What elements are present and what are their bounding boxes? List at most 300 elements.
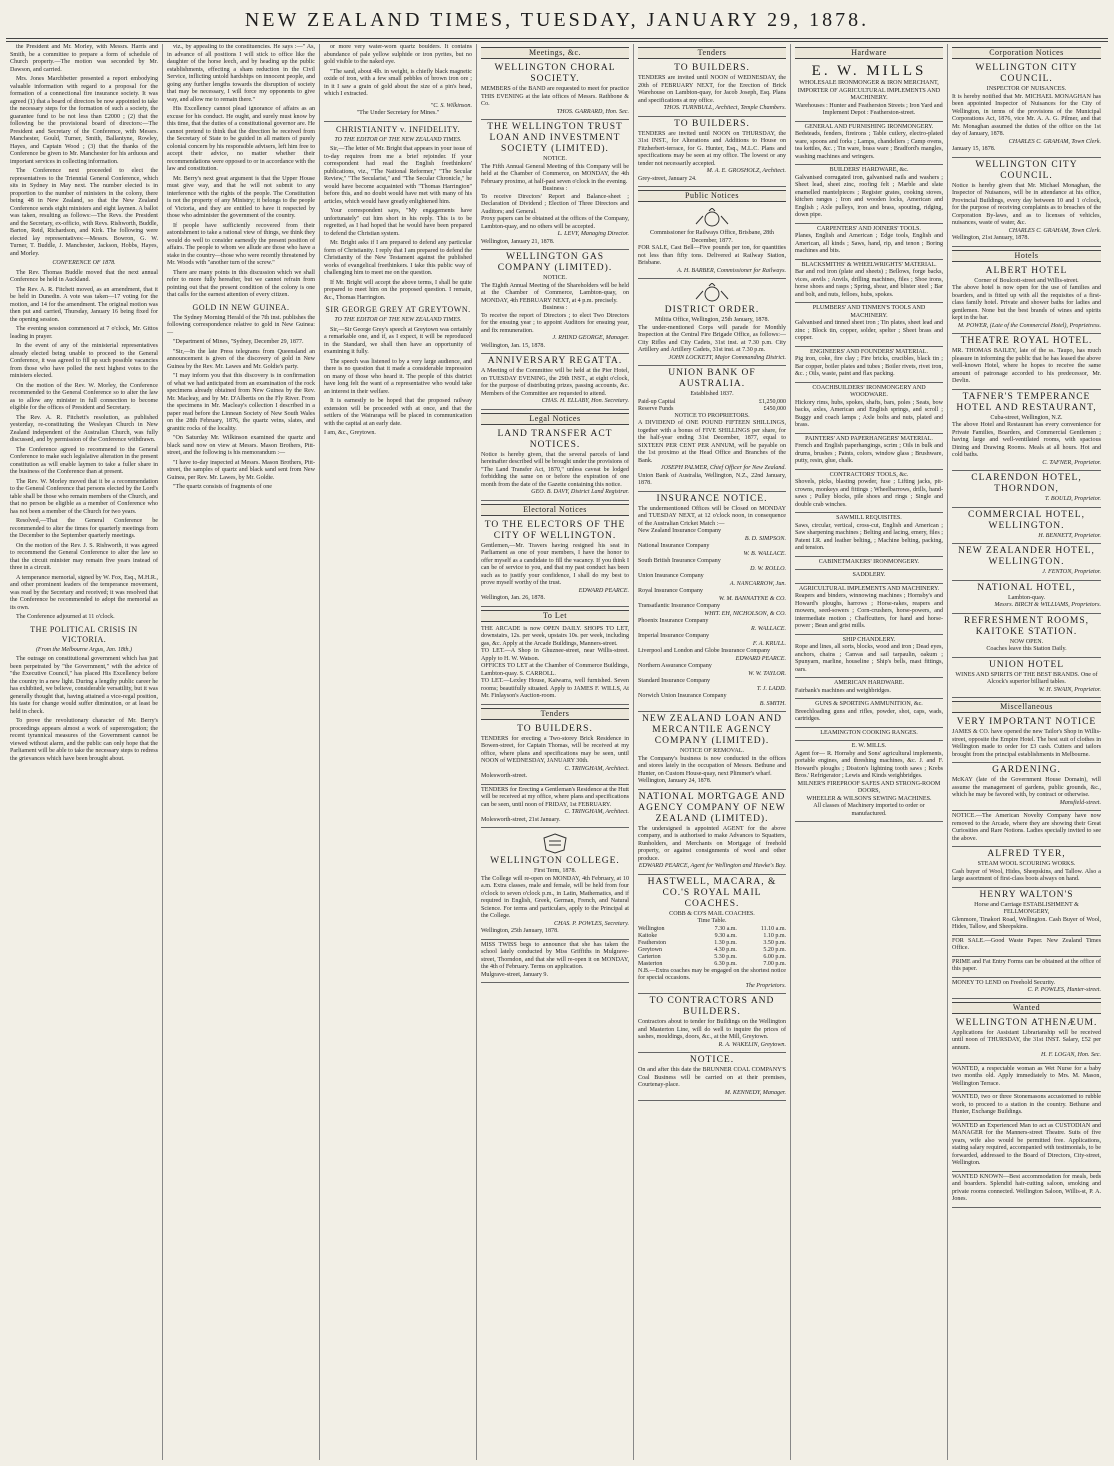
hardware-section: [795, 347, 943, 383]
list-item: Liverpool and London and Globe Insurance Company: [638, 648, 770, 654]
article-paragraph: The speech was listened to by a very large audience, and there is no question that it made a considerable impression on many of those who heard it. The people of this district have long felt the want of a representative who would take an interest in their welfare.: [324, 358, 472, 395]
ad-title: NEW ZEALAND LOAN AND MERCANTILE AGENCY COMPANY (LIMITED).: [642, 714, 782, 746]
ad-date: Wellington, January 21, 1878.: [481, 238, 555, 245]
ad-signature: The Proprietors.: [745, 982, 786, 989]
article-paragraph: If people have sufficiently recovered from their astonishment to take a rational view of things, we think they would do well to consider earnestly the present position of affairs. The people to whom we allude are those who have a stake in the country—those who were recently threatened by Mr. Woods with "another turn of the screw.": [167, 222, 315, 266]
table-row: [638, 926, 786, 933]
ad-title: THE WELLINGTON TRUST LOAN AND INVESTMENT SOCIETY (LIMITED).: [487, 122, 623, 154]
table-cell: 11.10 a.m.: [760, 925, 786, 932]
ad-title: ALFRED TYER,: [987, 849, 1066, 859]
article-paragraph: The Rev. A. R. Fitchett's resolution, as published yesterday, re-constituting the Wesleyan Church in New Zealand independent of the Australian Church, was fully discussed, and by permission of the Conference withdrawn.: [10, 414, 158, 443]
ad-body: TO LET.—Lexley House, Kaiwarra, well furnished. Seven rooms; beautifully situated. Apply to JAMES F. WILLS, At Mr. Finlayson's Auction-room.: [481, 678, 629, 699]
advertisement: [952, 888, 1101, 936]
hardware-section: [795, 224, 943, 260]
ad-body: TO LET.—A Shop in Ghuznee-street, near Willis-street. Apply to H. W. Watson.: [481, 648, 629, 662]
ad-signature: A. H. BARBER, Commissioner for Railways.: [677, 267, 786, 274]
ad-signature: J. FENTON, Proprietor.: [1042, 569, 1101, 575]
ad-subtitle: MILNER'S FIREPROOF SAFES AND STRONG-ROOM DOORS,: [797, 780, 941, 794]
ad-notice-label: NOTICE.: [543, 156, 567, 162]
ad-title: WELLINGTON CITY COUNCIL.: [975, 63, 1078, 84]
advertisement: [952, 847, 1101, 888]
table-cell: Carterton: [638, 953, 661, 960]
ad-signature: EDWARD PEARCE.: [578, 587, 629, 594]
ad-signature: C. TRINGHAM, Architect.: [564, 765, 629, 772]
hardware-section-body: Breechloading guns and rifles, powder, shot, caps, wads, cartridges.: [795, 708, 943, 722]
list-item: Norwich Union Insurance Company: [638, 693, 727, 699]
ad-subtitle: INSPECTOR OF NUISANCES.: [986, 86, 1067, 92]
hardware-section-body: Pig iron, coke, fire clay ; Fire bricks, crucibles, black tin ; Bar copper, boiler plates and tubes ; Boiler rivets, rivet iron, &c. ; Oils, waste, paint and flax packing.: [795, 356, 943, 377]
royal-arms-icon: [692, 283, 732, 303]
advertisement: [638, 875, 786, 995]
ad-signature: M. A. E. GROSHOLZ, Architect.: [706, 168, 786, 174]
ad-signature: J. RHIND GEORGE, Manager.: [552, 335, 629, 341]
advertisement: [952, 957, 1101, 978]
advertisement: [952, 581, 1101, 614]
ad-signature: JOHN LOCKETT, Major Commanding District.: [668, 354, 786, 361]
ad-body: The under-mentioned Corps will parade for Monthly Inspection at the Central Fire Brigade Office, as follows:— City Rifles and City Cadets, 31st inst. at 7.30 p.m. City Artillery and Artillery Cadets, 31st inst. at 7.30 p.m.: [638, 324, 786, 353]
coach-timetable: [638, 926, 786, 968]
advertisement: [638, 366, 786, 492]
ad-subtitle: Horse and Carriage ESTABLISHMENT & FELLMONGERY,: [974, 901, 1079, 915]
ad-body: NOTICE.—The American Novelty Company have now removed to the Arcade, where they are showing their Great Curiosities and Rare Notions. Ladies specially invited to see the above.: [952, 813, 1101, 842]
masthead: [0, 0, 1114, 40]
advertisement: [952, 715, 1101, 763]
ad-signature: W. H. SWAIN, Proprietor.: [1038, 686, 1101, 693]
table-cell: 5.20 p.m.: [763, 946, 786, 953]
hardware-section: [795, 434, 943, 470]
newspaper-columns: [6, 44, 1108, 1460]
ad-body: WANTED KNOWN—Best accommodation for meals, beds and boarders. Splendid hair-cutting saloon, smoking and private rooms connected. Wellington Saloon, Willis-st, P. A. Jones.: [952, 1173, 1101, 1202]
table-cell: Featherston: [638, 939, 666, 946]
ad-heading: Commissioner for Railways Office, Brisbane, 28th December, 1877.: [650, 230, 774, 244]
table-cell: Kaitoke: [638, 932, 657, 939]
article-paragraph: "I have to-day inspected at Messrs. Mason Brothers, Pitt-street, the samples of quartz and black sand sent from New Guinea, per Rev. Mr. Lawes, by Mr. Goldie.: [167, 459, 315, 481]
ad-body: The College will re-open on MONDAY, 4th February, at 10 a.m. Extra classes, male and female, will be held from four o'clock to seven o'clock p.m., in Latin, Mathematics, and if required in English, Greek, German, French, and Natural Science. For terms and particulars, apply to the Principal at the College.: [481, 875, 629, 919]
article-paragraph: Resolved,—That the General Conference be recommended to alter the times for quarterly meetings from the December to the September quarterly meetings.: [10, 518, 158, 539]
ad-business-label: Business :: [542, 305, 568, 311]
advertisement: [952, 471, 1101, 508]
advertisement: [952, 158, 1101, 247]
list-item: Imperial Insurance Company: [638, 633, 710, 639]
ad-title: NATIONAL HOTEL,: [977, 582, 1076, 593]
article-paragraph: "The sand, about 4lb. in weight, is chiefly black magnetic oxide of iron, with a few small pebbles of brown iron ore ; in it I saw a grain of gold about the size of a pin's head, which I extracted.: [324, 68, 472, 97]
ad-title: COMMERCIAL HOTEL, WELLINGTON.: [968, 509, 1085, 531]
advertisement: [952, 811, 1101, 847]
table-cell: 7.30 a.m.: [714, 925, 737, 932]
ad-signature: CHARLES C. GRAHAM, Town Clerk.: [1008, 138, 1101, 145]
hardware-section: [795, 165, 943, 224]
signature: "C. S. Wilkinson.: [430, 102, 472, 109]
article-paragraph: Sir,—The letter of Mr. Bright that appears in your issue of to-day requires from me a brief rejoinder. If your correspondent had read the English freethinkers' publications, viz., "The National Reformer," "The Secular Review," "The Secularist," and "The Secular Chronicle," he would have become acquainted with "Thomas Harrington" before this, and no doubt would have met with many of his articles, which would have greatly enlightened him.: [324, 146, 472, 205]
advertisement: [952, 1016, 1101, 1064]
ad-date: Grey-street, January 24.: [638, 175, 697, 182]
hardware-section: [795, 383, 943, 434]
hardware-section: [795, 699, 943, 728]
ad-signature: GEO. B. DAVY, District Land Registrar.: [531, 489, 629, 495]
article-paragraph: There are many points in this discussion which we shall refer to more fully hereafter, but we cannot refrain from pointing out that the present condition of the colony is one that calls for the earnest attention of every citizen.: [167, 269, 315, 298]
advertisement: [638, 790, 786, 875]
ad-body: The above hotel is now open for the use of families and boarders, and is fitted up with all the requisites of a first-class family hotel. Private and shower baths for ladies and gentlemen. None but the best brands of wines and spirits kept in the bar.: [952, 285, 1101, 321]
ad-date: Wellington, Jan. 26, 1878.: [481, 595, 545, 601]
hardware-sections: [795, 122, 943, 742]
masthead-title: NEW ZEALAND TIMES, TUESDAY, JANUARY 29, 1878.: [244, 9, 870, 31]
article-paragraph: On the motion of the Rev. W. Morley, the Conference recommended to the General Conference so to alter the law as to allow any minister in full connection to become eligible for the offices of President and Secretary.: [10, 382, 158, 411]
ad-subtitle: NOW OPEN.: [1009, 638, 1044, 645]
royal-arms-icon: [692, 208, 732, 228]
article-paragraph: If Mr. Bright will accept the above terms, I shall be quite prepared to meet him on the proposed question. I remain, &c., Thomas Harrington.: [324, 279, 472, 301]
column-2: [163, 44, 320, 1460]
list-item: South British Insurance Company: [638, 558, 721, 564]
advertisement: [952, 1064, 1101, 1093]
ad-title: CLARENDON HOTEL, THORNDON,: [971, 473, 1082, 494]
article-source: (From the Melbourne Argus, Jan. 18th.): [35, 646, 133, 653]
table-row: [638, 947, 786, 954]
timetable-heading: Time Table.: [697, 918, 727, 924]
advertisement: [952, 264, 1101, 335]
ad-body: It is hereby notified that Mr. MICHAEL MONAGHAN has been appointed Inspector of Nuisances for the City of Wellington, in terms of the provisions of the Municipal Corporations Act, 1876, vice Mr. A. A. G. Pilmer, and that Mr. Monaghan assumed the duties of the office on the 1st day of January, 1878.: [952, 93, 1101, 137]
article-paragraph: It is earnestly to be hoped that the proposed railway extension will be proceeded with at once, and that the settlers of the Wairarapa will be placed in communication with the capital at an early date.: [324, 398, 472, 427]
article-paragraph: Sir,—Sir George Grey's speech at Greytown was certainly a remarkable one, and if, as I expect, it will be reproduced in the Standard, we shall then have an opportunity of examining it fully.: [324, 326, 472, 355]
ad-body: WANTED, two or three Stonemasons accustomed to rubble work, to proceed to a station in the country. Bethune and Hunter, Exchange Buildings.: [952, 1094, 1101, 1115]
advertisement: [638, 1053, 786, 1101]
advertisement: [638, 117, 786, 188]
signature-title: "The Under Secretary for Mines.": [356, 110, 440, 116]
ad-title: TAFNER'S TEMPERANCE HOTEL AND RESTAURANT,: [956, 391, 1097, 413]
hardware-section-title: BUILDERS' HARDWARE, &c.: [829, 167, 909, 173]
ad-term: First Term, 1878.: [533, 868, 577, 874]
article-paragraph: The Rev. A. R. Fitchett moved, as an amendment, that it be held in Dunedin. A vote was taken—17 voting for the motion, and 14 for the amendment. The original motion was then put and carried, Thursday, January 16 being fixed for the opening session.: [10, 286, 158, 323]
article-paragraph: "I may inform you that this discovery is in confirmation of what we had anticipated from an examination of the rock specimens already obtained from New Guinea by the Rev. Mr. Macleay, and by Mr. D'Albertis on the Fly River. From the specimens in Mr. Macleay's collection I described in a paper read before the Linnean Society of New South Wales on the 28th February, 1876, the quartz veins, slates, and granitic rocks of the locality.: [167, 373, 315, 432]
ad-title: TO BUILDERS.: [674, 63, 750, 73]
advertisement: [638, 994, 786, 1053]
hardware-section-title: CONTRACTORS' TOOLS, &c.: [829, 471, 909, 478]
table-cell: Paid-up Capital: [638, 398, 676, 405]
article-paragraph: or more very water-worn quartz boulders. It contains abundance of pale yellow sulphide or iron pyrites, but no gold visible to the naked eye.: [324, 44, 472, 65]
ad-title: REFRESHMENT ROOMS, KAITOKE STATION.: [964, 615, 1089, 637]
advertisement: [481, 828, 629, 940]
hardware-section: [795, 513, 943, 557]
ad-title: ALBERT HOTEL: [985, 265, 1068, 276]
advertisement: [952, 1092, 1101, 1121]
ad-title: INSURANCE NOTICE.: [656, 493, 768, 504]
advertisement: [952, 61, 1101, 158]
advertisement: [952, 763, 1101, 811]
ad-body: Applications for Assistant Librarianship will be received until noon of THURSDAY, the 31st INST. Salary, £52 per annum.: [952, 1029, 1101, 1051]
ad-title: NOTICE.: [689, 1055, 735, 1065]
hardware-section-title: SADDLERY.: [852, 572, 886, 578]
list-item-signature: WHIT. EH, NICHOLSON, & CO.: [704, 610, 786, 617]
list-item: National Insurance Company: [638, 543, 710, 549]
ad-body: OFFICES TO LET at the Chamber of Commerce Buildings, Lambton-quay. S. CARROLL.: [481, 663, 629, 677]
ad-items: To receive the report of Directors ; to elect Two Directors for the ensuing year ; to appoint Auditors for ensuing year, and fix remuneration.: [481, 312, 629, 334]
ad-subtitle: WHOLESALE IRONMONGER & IRON MERCHANT,: [799, 80, 939, 86]
ad-title: TO CONTRACTORS AND BUILDERS.: [649, 996, 775, 1017]
hardware-section: [795, 635, 943, 679]
ad-body: The undersigned is appointed AGENT for the above company, and is authorised to make Advances to Squatters, Runholders, and Merchants on Mortgage of freehold property, or against consignments of wool and other produce.: [638, 825, 786, 862]
list-item-signature: T. J. LADD.: [756, 685, 786, 692]
hardware-section: [795, 570, 943, 584]
list-item-signature: W. W. TAYLOR.: [748, 670, 786, 677]
ad-signature: JOSEPH PALMER, Chief Officer for New Zealand.: [660, 465, 786, 471]
ad-business-label: Business :: [542, 186, 568, 192]
ad-body: WANTED an Experienced Man to act as CUSTODIAN and MANAGER for the Manners-street Theatre. Suits of five years, wife also would be permitted free. Applications, stating salary required, accompanied with testimonials, to be forwarded, addressed to the Board of Directors, City-street, Wellington.: [952, 1122, 1101, 1166]
ad-title: TO THE ELECTORS OF THE CITY OF WELLINGTON.: [484, 519, 626, 541]
ad-body: Gentlemen,—Mr. Travers having resigned his seat in Parliament as one of your members, I have the honor to offer myself as a candidate to fill the vacancy. If you think I can be of service to you, and that my past conduct has been such as to justify your confidence, I shall do my best to prove myself worthy of the trust.: [481, 542, 629, 586]
advertisement: [481, 940, 629, 984]
article-paragraph: The Conference agreed to recommend to the General Conference to make such legislative alteration in the present constitution as will enable laymen to take a fuller share in the business of the Conference than at present.: [10, 446, 158, 475]
hardware-section-title: CARPENTERS' AND JOINERS' TOOLS.: [817, 225, 921, 232]
ad-body: Contractors about to tender for Buildings on the Wellington and Masterton Line, will do well to inquire the prices of sashes, mouldings, doors, &c., at the Mill, Greytown.: [638, 1019, 786, 1040]
ad-title: UNION BANK OF AUSTRALIA.: [668, 368, 756, 389]
ad-footer: All classes of Machinery imported to order or manufactured.: [813, 803, 925, 817]
ad-title: THEATRE ROYAL HOTEL.: [960, 336, 1093, 346]
ad-signature: M. POWER, (Late of the Commercial Hotel), Proprietress.: [957, 322, 1101, 329]
ad-subtitle: STEAM WOOL SCOURING WORKS.: [977, 861, 1076, 867]
section-heading: Corporation Notices: [952, 47, 1101, 59]
list-item: Northern Assurance Company: [638, 663, 712, 669]
section-heading: Hardware: [795, 47, 943, 59]
hardware-section-body: Rope and lines, all sorts, blocks, wood and iron ; Dead eyes, anchors, chains ; Canvas and sail tarpaulin, oakum ; Spunyarn, marline, houseline ; Ship's bells, mast fittings, oars.: [795, 644, 943, 673]
advertisement: [952, 658, 1101, 699]
article-subheading: TO THE EDITOR OF THE NEW ZEALAND TIMES.: [334, 136, 462, 143]
advertisement: [952, 1121, 1101, 1172]
article-paragraph: The evening session commenced at 7 o'clock, Mr. Gittos leading in prayer.: [10, 326, 158, 340]
article-paragraph: viz., by appealing to the constituencies. He says :—" As, in advance of all positions I will stick to office like the daughter of the horse leech, and by heading up the public establishments, effecting a sham reduction in the Civil Service, inflicting untold hardships on innocent people, and going any further lengths towards the disruption of society that may be necessary, I will force my opponents to give way, and allow me to remain there.": [167, 44, 315, 103]
ad-body: PRIME and Fat Entry Forms can be obtained at the office of this paper.: [952, 958, 1101, 972]
advertisement: [952, 390, 1101, 472]
table-cell: 1.10 p.m.: [763, 932, 786, 939]
hardware-section: [795, 728, 943, 742]
article-paragraph: Your correspondent says, "My engagements have unfortunately" cut him short in his reply. This is to be regretted, as I had hoped that he would have been prepared to defend the Christian system.: [324, 208, 472, 237]
hardware-section-body: Shovels, picks, blasting powder, fuse ; Lifting jacks, pit-crowns, monkeys and fittings ; Wheelbarrows, drills, hand-saws ; Pulley blocks, pile shoes and rings ; Single and double crab winches.: [795, 479, 943, 508]
ad-title: NEW ZEALANDER HOTEL, WELLINGTON.: [958, 546, 1095, 567]
list-item-signature: EDWARD PEARCE.: [735, 655, 786, 662]
ad-signature: Mansfield-street.: [1059, 799, 1101, 806]
ad-signature: THOS. TURNBULL, Architect, Temple Chambers.: [663, 105, 786, 111]
section-heading: To Let: [481, 610, 629, 622]
hardware-section-body: Galvanised and tinned sheet iron ; Tin plates, sheet lead and zinc ; Block tin, copper, solder, spelter ; Sheet brass and copper.: [795, 320, 943, 341]
list-item-signature: W. B. WALLACE.: [743, 550, 786, 557]
table-cell: 1.30 p.m.: [714, 939, 737, 946]
ad-body: The undermentioned Offices will be Closed on MONDAY and TUESDAY NEXT, at 12 o'clock noon, in consequence of the Australian Cricket Match :—: [638, 505, 786, 527]
table-row: [638, 933, 786, 940]
ad-body: JAMES & CO. have opened the new Tailor's Shop in Willis-street, opposite the Empire Hotel. The best suit of clothes in Wellington made to order for £3 cash. Cutters and tailors brought from the principal establishments in Melbourne.: [952, 729, 1101, 758]
column-6: [791, 44, 948, 1460]
ad-title: WELLINGTON COLLEGE.: [490, 856, 620, 866]
ad-title: WELLINGTON CITY COUNCIL.: [975, 159, 1078, 181]
ad-body: Agent for— R. Hornsby and Sons' agricultural implements, portable engines, and threshing machines, &c. J. and F. Howard's ploughs ; Disston's lightning tooth saws ; Krebs Bros.' Refrigerator ; Lewis and Kinds weighbridges.: [795, 750, 943, 779]
ad-body: TENDERS for erecting a Two-storey Brick Residence in Bowen-street, for Captain Thomas, will be received at my office, where plans and specifications may be seen, until NOON of WEDNESDAY, JANUARY 30th.: [481, 735, 629, 764]
insurance-list: [638, 528, 786, 708]
table-cell: 5.30 p.m.: [714, 953, 737, 960]
column-7: [948, 44, 1105, 1460]
ad-date: Wellington, January 24, 1878.: [638, 778, 712, 784]
ad-body: WINES AND SPIRITS OF THE BEST BRANDS. One of Alcock's superior billiard tables.: [955, 671, 1098, 685]
table-cell: 4.30 p.m.: [714, 946, 737, 953]
article-paragraph: A temperance memorial, signed by W. Fox, Esq., M.H.R., and other prominent leaders of the temperance movement, was read by the Secretary and received; it was resolved that the Conference be recommended to adopt the memorial as its own.: [10, 574, 158, 611]
advertisement: [481, 120, 629, 250]
ad-body: The above Hotel and Restaurant has every convenience for Private Families, Boarders, and Commercial Gentlemen ; having large and well-ventilated rooms, with spacious Dining and Drawing Rooms. Meals at all hours. Hot and cold baths.: [952, 422, 1101, 458]
ad-body: MEMBERS of the BAND are requested to meet for practice THIS EVENING at the late offices of Messrs. Rathbone & Co.: [481, 86, 629, 107]
hardware-section-title: AMERICAN HARDWARE.: [833, 680, 905, 686]
ad-body: A Meeting of the Committee will be held at the Pier Hotel, on TUESDAY EVENING, the 29th INST., at eight o'clock, for the purpose of distributing prizes, passing accounts, &c. Members of the Committee are requested to attend.: [481, 368, 629, 397]
hardware-section: [795, 678, 943, 699]
ad-signature: CHAS. H. ELLABY, Hon. Secretary.: [541, 398, 629, 404]
hardware-section: [795, 557, 943, 571]
ad-heading: Militia Office, Wellington, 25th January, 1878.: [654, 317, 770, 323]
ad-date: Wellington, 25th January, 1878.: [481, 928, 559, 934]
article-paragraph: The Sydney Morning Herald of the 7th inst. publishes the following correspondence relative to gold in New Guinea:—: [167, 314, 315, 336]
advertisement: [952, 978, 1101, 999]
ad-date: Wellington, 21st January, 1878.: [952, 235, 1029, 241]
section-heading: Meetings, &c.: [481, 47, 629, 59]
ad-signature: C. P. POWLES, Hunter-street.: [1027, 987, 1101, 993]
advertisement: [481, 785, 629, 829]
table-row: [638, 961, 786, 968]
table-cell: Wellington: [638, 925, 665, 932]
advertisement: [952, 334, 1101, 390]
hardware-section: [795, 584, 943, 635]
table-cell: Masterton: [638, 960, 663, 967]
ad-title: DISTRICT ORDER.: [664, 305, 760, 315]
hardware-section: [795, 303, 943, 347]
advertisement: [795, 741, 943, 822]
advertisement: [952, 614, 1101, 658]
hardware-section-title: COACHBUILDERS' IRONMONGERY AND WOODWARE.: [812, 384, 926, 398]
ad-subtitle: Corner of Boulcott-street and Willis-street.: [974, 277, 1079, 284]
list-item: Union Insurance Company: [638, 573, 704, 579]
hardware-section-title: SAWMILL REQUISITES.: [836, 515, 902, 521]
list-item-signature: R. WALLACE.: [751, 625, 786, 632]
hardware-section-title: GENERAL AND FURNISHING IRONMONGERY.: [804, 123, 934, 130]
article-headline: CHRISTIANITY v. INFIDELITY.: [335, 124, 461, 134]
article-paragraph: "Sir,—In the late Press telegrams from Queensland an announcement is given of the discovery of gold in New Guinea by the Rev. Mr. Lawes and Mr. Goldie's party.: [167, 348, 315, 370]
ad-title: WELLINGTON GAS COMPANY (LIMITED).: [497, 252, 613, 273]
section-heading: Legal Notices: [481, 413, 629, 425]
list-item: Standard Insurance Company: [638, 678, 711, 684]
ad-notice-label: NOTICE OF REMOVAL.: [679, 748, 745, 754]
table-cell: 6.30 p.m.: [714, 960, 737, 967]
hardware-section-title: BLACKSMITHS' & WHEELWRIGHTS' MATERIAL.: [801, 261, 937, 268]
ad-title: TO BUILDERS.: [674, 118, 750, 129]
article-paragraph: Mr. Berry's next great argument is that the Upper House must give way, and that he will not submit to any interference with the rights of the people. The Constitution is not the property of any Ministry; it belongs to the people of Victoria, and they are entitled to have it respected by those who administer the government of the country.: [167, 175, 315, 219]
ad-body: MR. THOMAS BAILEY, late of the ss. Taupo, has much pleasure in informing the public that he has leased the above well-known Hotel, where he hopes to receive the same amount of patronage accorded to his predecessor, Mr. Devlin.: [952, 348, 1101, 384]
hardware-section-body: Hickory rims, hubs, spokes, shafts, bars, poles ; Seats, bow backs, axles, American and English springs, and scroll ; Buggy and coach lamps ; Axle bolts and nuts, plated and brass.: [795, 399, 943, 428]
table-row: [638, 940, 786, 947]
ad-signature: C. TAFNER, Proprietor.: [1042, 459, 1101, 466]
section-heading: Miscellaneous: [952, 701, 1101, 713]
ad-signature: H. F. LOGAN, Hon. Sec.: [1041, 1052, 1101, 1058]
ad-signature: THOS. GARRARD, Hon. Sec.: [556, 108, 629, 115]
advertisement: [952, 936, 1101, 957]
ad-signature: H. BENNETT, Proprietor.: [1038, 532, 1101, 539]
section-heading: Public Notices: [638, 190, 786, 202]
advertisement: [481, 61, 629, 120]
section-heading: Wanted: [952, 1002, 1101, 1014]
article-paragraph: On the motion of the Rev. J. S. Rishworth, it was agreed to recommend the General Conference to alter the law so that the circuit minister may remain five years instead of three in a circuit.: [10, 542, 158, 571]
hardware-section-body: Bar and rod iron (plate and sheets) ; Bellows, forge backs, vices, anvils ; Anvils, drilling machines, files ; Shoe irons, horse shoes and rasps ; Spring, shear, and blister steel ; Bar and bolt, and nuts, felloes, hubs, spokes.: [795, 269, 943, 298]
hardware-section-body: Saws, circular, vertical, cross-cut, English and American ; Saw sharpening machines ; Belting and lacing, emery, files ; Patent I.R. and leather belting, ; Machine belting, packing, and tension.: [795, 522, 943, 551]
hardware-section-title: GUNS & SPORTING AMMUNITION, &c.: [815, 701, 923, 707]
ad-title: HASTWELL, MACARA, & CO.'S ROYAL MAIL COACHES.: [647, 876, 777, 909]
ad-body: Glenmore, Tinakori Road, Wellington. Cash Buyer of Wool, Hides, Tallow, and Sheepskins.: [952, 916, 1101, 930]
ad-body: On and after this date the BRUNNER COAL COMPANY'S Coal Business will be carried on at their premises, Courtenay-place.: [638, 1067, 786, 1088]
ad-date: Molesworth-street, 21st January.: [481, 816, 561, 823]
advertisement: [481, 518, 629, 607]
hardware-section-title: AGRICULTURAL IMPLEMENTS AND MACHINERY.: [798, 585, 940, 592]
ad-title: VERY IMPORTANT NOTICE: [956, 717, 1097, 727]
ad-signature: T. BOULD, Proprietor.: [1044, 496, 1101, 502]
advertisement: [952, 508, 1101, 545]
ad-date: Mulgrave-street, January 9.: [481, 971, 549, 978]
hardware-section-body: Planes, English and American ; Edge tools, English and American, all kinds ; Saws, hand, rip, and tenon ; Boring machines and bits.: [795, 233, 943, 254]
ad-body: A DIVIDEND of ONE POUND FIFTEEN SHILLINGS, together with a bonus of FIVE SHILLINGS per share, for the half-year ending 31st December, 1877, equal to SIXTEEN PER CENT PER ANNUM, will be payable on the 1st proximo at the Head Office and Branches of the Bank.: [638, 420, 786, 464]
article-paragraph: "The quartz consists of fragments of one: [173, 484, 272, 490]
advertisement: [481, 250, 629, 354]
ad-signature: L. LEVY, Managing Director.: [557, 231, 629, 237]
ad-notice-label: NOTICE.: [543, 275, 567, 281]
column-5: [634, 44, 791, 1460]
ad-title: TO BUILDERS.: [517, 723, 593, 734]
article-paragraph: His Excellency cannot plead ignorance of affairs as an excuse for his conduct. He ought, and surely must know by this time, that the duties of a constitutional governor are. He cannot pretend to think that the direction he received from the Secretary of State to be guided in all matters of purely colonial concern by his responsible advisers, left him free to accept their advice, no matter whether their recommendations were opposed to or in accordance with the law and constitution.: [167, 106, 315, 172]
table-cell: Greytown: [638, 946, 662, 953]
table-cell: 9.30 a.m.: [714, 932, 737, 939]
ad-subtitle: WHEELER & WILSON'S SEWING MACHINES.: [806, 795, 932, 802]
hardware-section-body: Reapers and binders, winnowing machines ; Hornsby's and Howard's ploughs, harrows ; Horse-rakes, reapers and mowers, seed-sowers ; Corn-crushers, horse-powers, and intermediate motion ; Chaffcutters, for hand and horse-power ; Bean and grist mills.: [795, 593, 943, 629]
ad-body: The Company's business is now conducted in the offices and stores lately in the occupation of Messrs. Bethune and Hunter, on Custom House-quay, next Plimmer's wharf.: [638, 755, 786, 777]
section-heading: Hotels: [952, 250, 1101, 262]
ad-body: TENDERS are invited until NOON on THURSDAY, the 31st INST., for Alterations and Additions to House on Fitzherbert-terrace, for G. Hunter, Esq., M.L.C. Plans and specifications may be seen at my office. The lowest or any tender not necessarily accepted.: [638, 130, 786, 167]
table-cell: 6.00 p.m.: [763, 953, 786, 960]
ad-body: FOR SALE.—Good Waste Paper. New Zealand Times Office.: [952, 937, 1101, 951]
advertisement: [795, 61, 943, 122]
section-heading: Tenders: [638, 47, 786, 59]
article-paragraph: "On Saturday Mr. Wilkinson examined the quartz and black sand now on view at Messrs. Mason Brothers, Pitt-street, and the following is his memorandum :—: [167, 435, 315, 456]
signature: I am, &c., Greytown.: [324, 430, 376, 436]
ad-signature: C. TRINGHAM, Architect.: [564, 809, 629, 815]
advertisement: [481, 722, 629, 785]
ad-title: UNION HOTEL: [988, 659, 1065, 670]
article-paragraph: The Rev. W. Morley moved that it be a recommendation to the General Conference that persons elected by the Lord's table shall be those who remain members of the Church, and that no person be eligible as a member of Conference who has not been a member of the Church for two years.: [10, 478, 158, 515]
ad-signature: CHAS. P. POWLES, Secretary.: [554, 920, 629, 927]
advertisement: [481, 427, 629, 501]
ad-body: The Eighth Annual Meeting of the Shareholders will be held at the Chamber of Commerce, Lambton-quay, on MONDAY, 4th FEBRUARY NEXT, at 4 p.m. precisely.: [481, 282, 629, 304]
section-subheading: CONFERENCE OF 1878.: [52, 260, 116, 266]
ad-signature: E. W. MILLS.: [851, 743, 887, 749]
ad-title: LAND TRANSFER ACT NOTICES.: [497, 428, 613, 450]
ad-body: McKAY (late of the Government House Domain), will assume the management of gardens, public grounds, &c., which he may be favored with, by contract or otherwise.: [952, 777, 1101, 798]
hardware-section-title: SHIP CHANDLERY.: [842, 636, 896, 643]
list-item: Phoenix Insurance Company: [638, 618, 709, 624]
list-item: Royal Insurance Company: [638, 588, 703, 594]
advertisement: [952, 1172, 1101, 1208]
article-paragraph: To prove the revolutionary character of Mr. Berry's proceedings appears almost a work of supererogation; the recent tyrannical measures of the Government cannot be viewed without alarm, and the public can only hope that the Parliament will be able to take the necessary steps to redress the grievances which have been brought about.: [10, 718, 158, 762]
ad-subtitle: COBB & CO'S MAIL COACHES.: [669, 910, 755, 917]
ad-title: GARDENING.: [992, 765, 1061, 775]
list-item-signature: D. W. ROLLO.: [750, 565, 786, 572]
article-paragraph: The Conference next proceeded to elect the representatives to the Triennial General Conference, which sits in Sydney in May next. The number elected is in proportion to the number of ministers in the colony, there being 48 in New Zealand, so that the New Zealand Conference sends eight ministers and eight laymen. A ballot was taken, resulting as follows:—The Revs. the President and the Secretary, ex-officio, with Revs. Rishworth, Buddle, Barton, Reid, Richardson, and Kirk. The following were elected lay representatives:—Messrs. Bowron, G. W. Turner, T. Buddle, J. Manchester, Jackson, Hobbs, Hayes, and Morley.: [10, 168, 158, 257]
ad-body: Notice is hereby given that Mr. Michael Monaghan, the Inspector of Nuisances, will be in attendance at his office, Provincial Buildings, every day between 10 and 1 o'clock, for the purpose of receiving complaints as to breaches of the Corporation By-laws, and as to licenses of vehicles, nuisances, waste of water, &c.: [952, 182, 1101, 226]
list-item-signature: A. NANCARROW, Jun.: [729, 580, 786, 587]
article-paragraph: Mrs. Jones Marchbetter presented a report embodying valuable information with regard to a proposal for the formation of a connectional fire insurance society. It was agreed (1) that a board of directors be now appointed to take the necessary steps for the formation of such a society, the guarantee fund to be not less than £2000 ; (2) that the following be the provisional board of directors:—The President and Secretary of the Conference, with Messrs. Manchester, Gould, Turner, Smith, Ballantyne, Rowley, Hayes, and Captain Wood ; (3) that the thanks of the Conference be given to Mr. Manchester for his arduous and important services in collecting information.: [10, 76, 158, 165]
advertisement: [638, 279, 786, 366]
masthead-rule-lower: [6, 41, 1108, 42]
table-row: [638, 954, 786, 961]
article-headline: THE POLITICAL CRISIS IN VICTORIA.: [30, 624, 138, 644]
advertisement: [952, 544, 1101, 581]
ad-body: Coaches leave this Station Daily.: [986, 646, 1067, 652]
article-paragraph: the President and Mr. Morley, with Messrs. Harris and Smith, be a committee to prepare a form of schedule of Church property.—The motion was seconded by Mr. Dawson, and carried.: [10, 44, 158, 73]
